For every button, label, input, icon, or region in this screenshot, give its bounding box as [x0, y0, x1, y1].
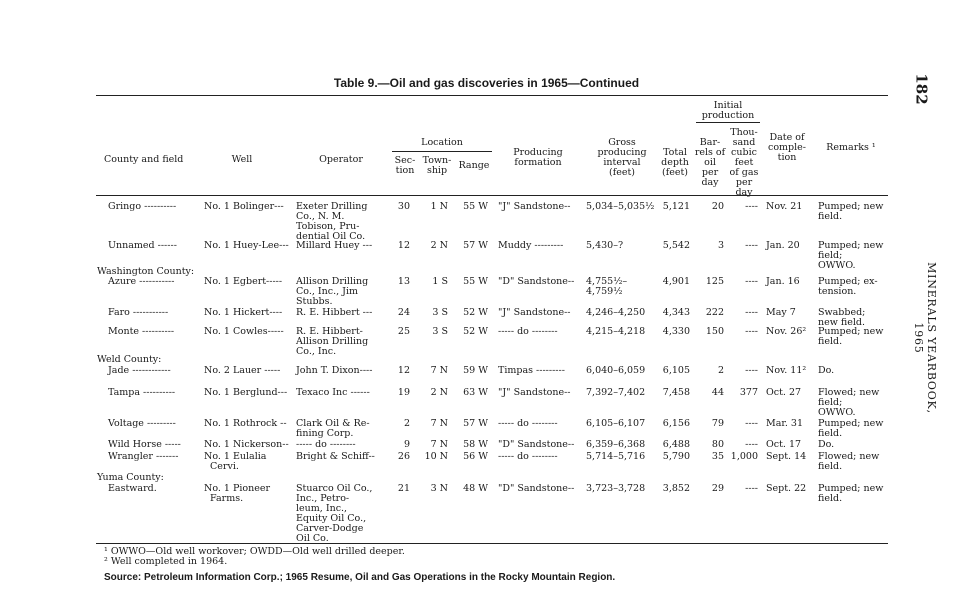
cell-operator: R. E. Hibbert ---: [296, 307, 373, 318]
footnote: ¹ OWWO—Old well workover; OWDD—Old well drilled deeper.: [104, 546, 405, 557]
cell-operator: ----- do --------: [296, 439, 356, 450]
cell-field: Voltage ---------: [108, 418, 176, 429]
cell-formation: ----- do --------: [498, 451, 558, 462]
cell-well: No. 1 Berglund---: [204, 387, 288, 398]
cell-formation: Muddy ---------: [498, 240, 564, 251]
running-head: MINERALS YEARBOOK, 1965: [912, 262, 938, 414]
header-date: Date of comple- tion: [768, 132, 806, 163]
source-note: Source: Petroleum Information Corp.; 1965 Resume, Oil and Gas Operations in the Rocky Mountain Region.: [104, 572, 616, 583]
cell-date: Jan. 20: [766, 240, 800, 251]
cell-well: No. 1 Egbert-----: [204, 276, 283, 287]
cell-operator: Millard Huey ---: [296, 240, 373, 251]
cell-formation: "D" Sandstone--: [498, 276, 575, 287]
cell-remarks: Flowed; new field.: [818, 451, 880, 472]
cell-sec: 30: [397, 201, 410, 212]
cell-field: Eastward.: [108, 483, 157, 494]
cell-remarks: Do.: [818, 439, 835, 450]
cell-depth: 6,488: [662, 439, 690, 450]
cell-rng: 57 W: [463, 418, 488, 429]
cell-oil: 44: [711, 387, 724, 398]
cell-rng: 58 W: [463, 439, 488, 450]
cell-well: No. 1 Huey-Lee---: [204, 240, 289, 251]
header-operator: Operator: [319, 154, 363, 165]
cell-date: Sept. 14: [766, 451, 807, 462]
cell-field: Monte ----------: [108, 326, 175, 337]
cell-interval: 6,359–6,368: [586, 439, 646, 450]
cell-well: No. 2 Lauer -----: [204, 365, 281, 376]
cell-field: Faro -----------: [108, 307, 169, 318]
cell-twp: 3 S: [432, 307, 448, 318]
cell-operator: John T. Dixon----: [296, 365, 373, 376]
cell-interval: 5,714–5,716: [586, 451, 646, 462]
header-gas: Thou- sand cubic feet of gas per day: [729, 127, 759, 198]
cell-remarks: Swabbed; new field.: [818, 307, 866, 328]
cell-operator: R. E. Hibbert- Allison Drilling Co., Inc.: [296, 326, 369, 357]
cell-date: Oct. 27: [766, 387, 802, 398]
cell-twp: 7 N: [430, 365, 448, 376]
cell-rng: 59 W: [463, 365, 488, 376]
cell-gas: ----: [745, 418, 758, 429]
header-remarks: Remarks ¹: [826, 142, 876, 153]
cell-date: Jan. 16: [766, 276, 800, 287]
cell-gas: ----: [745, 240, 758, 251]
cell-rng: 57 W: [463, 240, 488, 251]
cell-date: Nov. 26²: [766, 326, 807, 337]
cell-rng: 52 W: [463, 307, 488, 318]
cell-rng: 56 W: [463, 451, 488, 462]
cell-twp: 2 N: [430, 387, 448, 398]
cell-interval: 4,215–4,218: [586, 326, 646, 337]
cell-sec: 2: [403, 418, 410, 429]
cell-operator: Allison Drilling Co., Inc., Jim Stubbs.: [296, 276, 369, 307]
cell-field: Tampa ----------: [108, 387, 176, 398]
cell-remarks: Pumped; new field.: [818, 326, 884, 347]
cell-oil: 2: [717, 365, 724, 376]
cell-remarks: Pumped; new field.: [818, 418, 884, 439]
cell-depth: 5,121: [662, 201, 690, 212]
cell-date: May 7: [766, 307, 796, 318]
cell-oil: 125: [705, 276, 724, 287]
cell-gas: ----: [745, 483, 758, 494]
cell-interval: 7,392–7,402: [586, 387, 646, 398]
cell-formation: "J" Sandstone--: [498, 387, 571, 398]
cell-remarks: Pumped; new field.: [818, 201, 884, 222]
cell-formation: "J" Sandstone--: [498, 201, 571, 212]
cell-twp: 7 N: [430, 439, 448, 450]
cell-formation: "D" Sandstone--: [498, 483, 575, 494]
cell-rng: 48 W: [463, 483, 488, 494]
cell-date: Oct. 17: [766, 439, 802, 450]
cell-date: Nov. 21: [766, 201, 803, 212]
cell-oil: 150: [705, 326, 724, 337]
cell-interval: 6,105–6,107: [586, 418, 646, 429]
cell-operator: Clark Oil & Re- fining Corp.: [296, 418, 370, 439]
cell-well: No. 1 Cowles-----: [204, 326, 284, 337]
header-initial-production: Initial production: [701, 100, 755, 121]
cell-twp: 3 S: [432, 326, 448, 337]
cell-formation: "J" Sandstone--: [498, 307, 571, 318]
cell-depth: 4,343: [662, 307, 690, 318]
page-number: 182: [912, 73, 931, 105]
cell-gas: ----: [745, 276, 758, 287]
cell-depth: 7,458: [662, 387, 690, 398]
header-township: Town- ship: [422, 155, 452, 176]
cell-sec: 13: [397, 276, 410, 287]
cell-remarks: Flowed; new field; OWWO.: [818, 387, 880, 418]
cell-depth: 5,542: [662, 240, 690, 251]
cell-sec: 21: [397, 483, 410, 494]
cell-interval: 3,723–3,728: [586, 483, 646, 494]
cell-rng: 52 W: [463, 326, 488, 337]
cell-well: No. 1 Eulalia Cervi.: [204, 451, 267, 472]
cell-sec: 12: [397, 365, 410, 376]
header-county-field: County and field: [104, 154, 184, 165]
cell-date: Sept. 22: [766, 483, 807, 494]
header-rule: [96, 195, 888, 196]
county-heading: Weld County:: [97, 354, 162, 365]
header-range: Range: [458, 160, 490, 171]
county-heading: Yuma County:: [97, 472, 164, 483]
cell-twp: 2 N: [430, 240, 448, 251]
cell-formation: ----- do --------: [498, 326, 558, 337]
cell-well: No. 1 Pioneer Farms.: [204, 483, 271, 504]
header-oil: Bar- rels of oil per day: [694, 137, 726, 188]
cell-interval: 6,040–6,059: [586, 365, 646, 376]
cell-well: No. 1 Nickerson--: [204, 439, 289, 450]
cell-depth: 4,330: [662, 326, 690, 337]
location-rule: [392, 151, 492, 152]
cell-oil: 222: [705, 307, 724, 318]
county-heading: Washington County:: [97, 266, 195, 277]
cell-formation: ----- do --------: [498, 418, 558, 429]
cell-gas: ----: [745, 307, 758, 318]
cell-twp: 7 N: [430, 418, 448, 429]
cell-gas: ----: [745, 201, 758, 212]
cell-interval: 4,755½– 4,759½: [586, 276, 628, 297]
bottom-rule: [96, 543, 888, 544]
cell-sec: 12: [397, 240, 410, 251]
cell-operator: Texaco Inc ------: [296, 387, 370, 398]
cell-well: No. 1 Hickert----: [204, 307, 283, 318]
cell-oil: 20: [711, 201, 724, 212]
cell-interval: 4,246–4,250: [586, 307, 646, 318]
cell-remarks: Pumped; new field; OWWO.: [818, 240, 884, 271]
cell-rng: 63 W: [463, 387, 488, 398]
footnote: ² Well completed in 1964.: [104, 556, 228, 567]
cell-date: Mar. 31: [766, 418, 804, 429]
header-depth: Total depth (feet): [661, 147, 689, 178]
header-interval: Gross producing interval (feet): [597, 137, 647, 178]
cell-operator: Exeter Drilling Co., N. M. Tobison, Pru- dential Oil Co.: [296, 201, 368, 242]
cell-twp: 3 N: [430, 483, 448, 494]
cell-oil: 35: [711, 451, 724, 462]
table-title: Table 9.—Oil and gas discoveries in 1965—Continued: [333, 76, 640, 90]
cell-oil: 29: [711, 483, 724, 494]
cell-field: Unnamed ------: [108, 240, 177, 251]
cell-gas: ----: [745, 365, 758, 376]
cell-oil: 3: [717, 240, 724, 251]
cell-sec: 26: [397, 451, 410, 462]
cell-field: Azure -----------: [108, 276, 175, 287]
cell-date: Nov. 11²: [766, 365, 807, 376]
header-well: Well: [231, 154, 253, 165]
cell-rng: 55 W: [463, 201, 488, 212]
cell-gas: ----: [745, 439, 758, 450]
cell-remarks: Pumped; ex- tension.: [818, 276, 878, 297]
cell-well: No. 1 Rothrock --: [204, 418, 287, 429]
cell-twp: 10 N: [424, 451, 448, 462]
cell-depth: 6,105: [662, 365, 690, 376]
cell-formation: Timpas ---------: [498, 365, 565, 376]
cell-formation: "D" Sandstone--: [498, 439, 575, 450]
cell-oil: 79: [711, 418, 724, 429]
cell-sec: 9: [403, 439, 410, 450]
cell-well: No. 1 Bolinger---: [204, 201, 284, 212]
cell-operator: Bright & Schiff--: [296, 451, 375, 462]
cell-field: Gringo ----------: [108, 201, 177, 212]
cell-twp: 1 N: [430, 201, 448, 212]
cell-sec: 25: [397, 326, 410, 337]
cell-operator: Stuarco Oil Co., Inc., Petro- leum, Inc., Equity Oil Co., Carver-Dodge Oil Co.: [296, 483, 373, 544]
header-location: Location: [421, 137, 463, 148]
cell-sec: 19: [397, 387, 410, 398]
cell-interval: 5,430–?: [586, 240, 624, 251]
cell-gas: 1,000: [730, 451, 758, 462]
cell-gas: ----: [745, 326, 758, 337]
cell-depth: 6,156: [662, 418, 690, 429]
cell-depth: 4,901: [662, 276, 690, 287]
top-rule: [96, 95, 888, 96]
cell-remarks: Pumped; new field.: [818, 483, 884, 504]
cell-sec: 24: [397, 307, 410, 318]
cell-rng: 55 W: [463, 276, 488, 287]
cell-twp: 1 S: [432, 276, 448, 287]
cell-field: Jade ------------: [108, 365, 171, 376]
cell-depth: 3,852: [662, 483, 690, 494]
cell-gas: 377: [739, 387, 758, 398]
cell-depth: 5,790: [662, 451, 690, 462]
cell-oil: 80: [711, 439, 724, 450]
cell-field: Wrangler -------: [108, 451, 179, 462]
cell-field: Wild Horse -----: [108, 439, 181, 450]
cell-remarks: Do.: [818, 365, 835, 376]
initial-production-rule: [696, 122, 760, 123]
header-formation: Producing formation: [513, 147, 563, 168]
header-section: Sec- tion: [394, 155, 416, 176]
cell-interval: 5,034–5,035½: [586, 201, 655, 212]
